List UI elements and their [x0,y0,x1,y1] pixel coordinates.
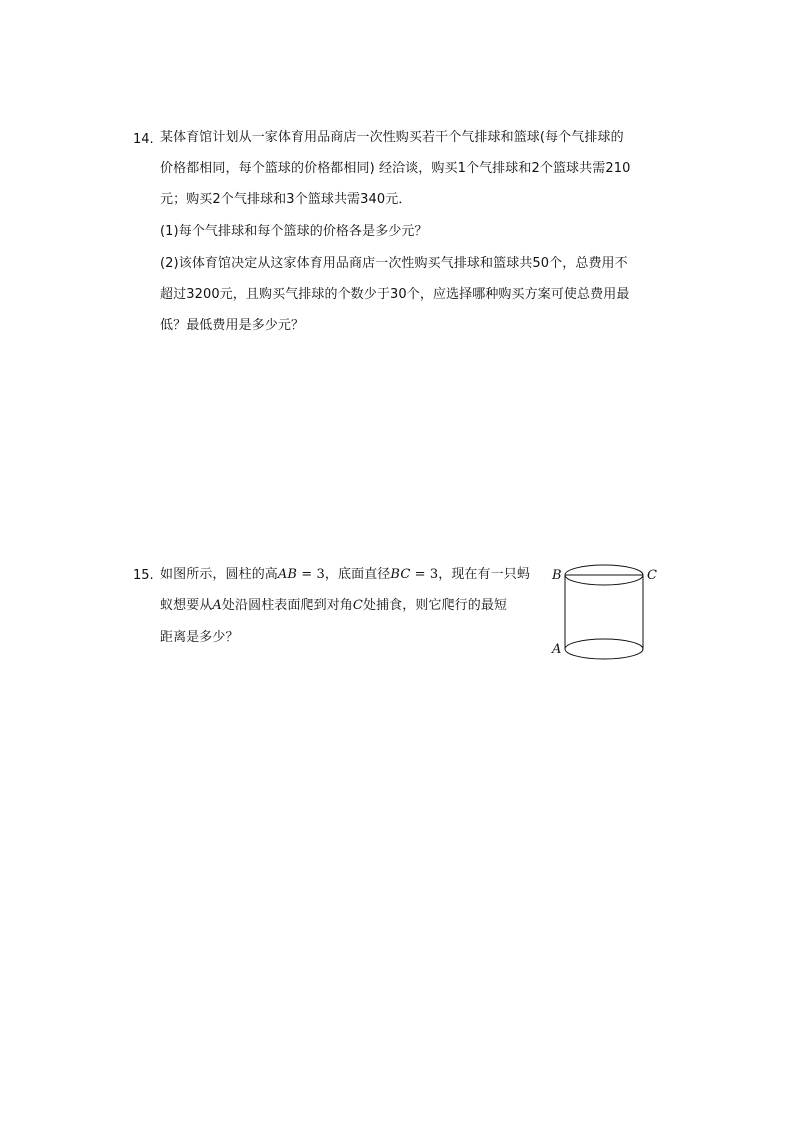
math-ab: AB [277,567,298,582]
text-segment: ，现在有一只蚂 [438,567,530,582]
bottom-ellipse [565,639,643,659]
question-text-line: 距离是多少？ [160,630,239,645]
question-text-line: 低？最低费用是多少元？ [160,318,305,333]
math-point-a: A [212,598,222,613]
question-text-line: 价格都相同，每个篮球的价格都相同) 经洽谈，购买1个气排球和2个篮球共需210 [160,161,631,176]
question-number: 14. [133,132,154,147]
question-text-line [160,567,530,583]
question-text-line: 超过3200元，且购买气排球的个数少于30个，应选择哪种购买方案可使总费用最 [160,287,630,302]
text-segment: 如图所示，圆柱的高 [160,567,278,582]
text-segment: 处捕食，则它爬行的最短 [362,598,508,613]
cylinder-diagram [558,560,658,670]
label-b: B [552,568,562,583]
math-point-c: C [352,598,363,613]
subquestion-2: (2)该体育馆决定从这家体育用品商店一次性购买气排球和篮球共50个，总费用不 [160,256,628,271]
math-bc: BC [390,567,411,582]
text-segment: 蚁想要从 [160,598,213,613]
question-text-line: 元；购买2个气排球和3个篮球共需340元． [160,192,412,207]
label-a: A [552,642,562,657]
math-equals: = 3 [410,567,439,582]
question-number: 15. [133,568,154,583]
text-segment: 处沿圆柱表面爬到对角 [221,598,353,613]
question-text-line: 某体育馆计划从一家体育用品商店一次性购买若干个气排球和篮球(每个气排球的 [160,130,624,145]
label-c: C [647,568,657,583]
math-equals: = 3 [297,567,325,582]
question-text-line [160,598,507,614]
subquestion-1: (1)每个气排球和每个篮球的价格各是多少元？ [160,224,428,239]
text-segment: ，底面直径 [324,567,391,582]
